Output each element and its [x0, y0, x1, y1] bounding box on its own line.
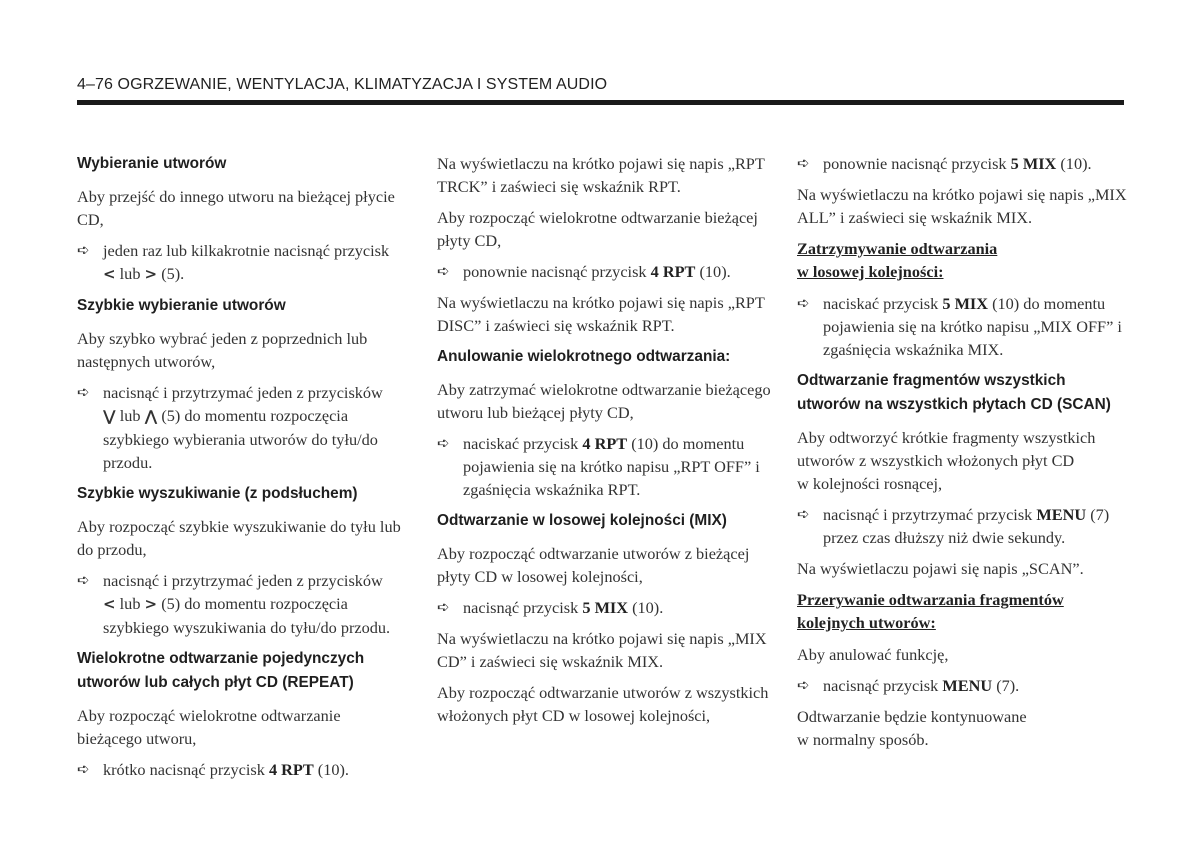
column-3 — [797, 152, 1127, 759]
key-label: MENU — [942, 676, 993, 695]
paragraph: Aby rozpocząć szybkie wyszukiwanie do tyłu lub do przodu, — [77, 517, 401, 559]
paragraph: Na wyświetlaczu pojawi się napis „SCAN”. — [797, 559, 1084, 578]
arrow-right-icon: ➪ — [77, 571, 90, 589]
key-label: 5 MIX — [582, 598, 629, 617]
bullet-item: ➪ nacisnąć przycisk 5 MIX (10). — [437, 598, 664, 617]
paragraph: Aby rozpocząć odtwarzanie utworów z bieżącej płyty CD w losowej kolejności, — [437, 544, 750, 586]
arrow-right-icon: ➪ — [77, 241, 90, 259]
bullet-item: ➪ naciskać przycisk 5 MIX (10) do momentu pojawienia się na krótko napisu „MIX OFF” i zgaśnięcia wskaźnika MIX. — [797, 294, 1122, 359]
heading-cancel-repeat: Anulowanie wielokrotnego odtwarzania: — [437, 348, 731, 365]
bullet-item: ➪ krótko nacisnąć przycisk 4 RPT (10). — [77, 760, 349, 779]
heading-track-select: Wybieranie utworów — [77, 155, 227, 172]
bullet-item: ➪ ponownie nacisnąć przycisk 4 RPT (10). — [437, 262, 731, 281]
up-chevron-icon: ⋀ — [144, 407, 158, 425]
bullet-item: ➪ nacisnąć i przytrzymać jeden z przycisków < lub > (5) do momentu rozpoczęcia szybkiego wyszukiwania do tyłu/do przodu. — [77, 571, 391, 637]
heading-scan: Odtwarzanie fragmentów wszystkich utworów na wszystkich płytach CD (SCAN) — [797, 372, 1111, 413]
bullet-item: ➪ jeden raz lub kilkakrotnie nacisnąć przycisk < lub > (5). — [77, 241, 390, 283]
arrow-right-icon: ➪ — [77, 383, 90, 401]
arrow-right-icon: ➪ — [437, 262, 450, 280]
bullet-item: ➪ naciskać przycisk 4 RPT (10) do momentu pojawienia się na krótko napisu „RPT OFF” i zgaśnięcia wskaźnika RPT. — [437, 434, 760, 499]
arrow-right-icon: ➪ — [797, 294, 810, 312]
arrow-right-icon: ➪ — [797, 154, 810, 172]
page-header: 4–76 OGRZEWANIE, WENTYLACJA, KLIMATYZACJA I SYSTEM AUDIO — [77, 76, 608, 93]
key-label: 5 MIX — [1010, 154, 1057, 173]
arrow-right-icon: ➪ — [437, 434, 450, 452]
bullet-item: ➪ ponownie nacisnąć przycisk 5 MIX (10). — [797, 154, 1092, 173]
key-label: 4 RPT — [650, 262, 696, 281]
chevron-right-icon: > — [144, 595, 158, 613]
chevron-right-icon: > — [144, 265, 158, 283]
heading-fast-search: Szybkie wyszukiwanie (z podsłuchem) — [77, 485, 358, 502]
chevron-left-icon: < — [103, 595, 116, 613]
paragraph: Na wyświetlaczu na krótko pojawi się napis „MIX CD” i zaświeci się wskaźnik MIX. — [437, 629, 767, 671]
paragraph: Aby anulować funkcję, — [797, 645, 949, 664]
chevron-left-icon: < — [103, 265, 116, 283]
key-label: 5 MIX — [942, 294, 989, 313]
heading-repeat: Wielokrotne odtwarzanie pojedynczych utworów lub całych płyt CD (REPEAT) — [77, 650, 365, 691]
bullet-item: ➪ nacisnąć i przytrzymać jeden z przycisków ⋁ lub ⋀ (5) do momentu rozpoczęcia szybkiego wybierania utworów do tyłu/do przodu. — [77, 383, 383, 472]
arrow-right-icon: ➪ — [77, 760, 90, 778]
paragraph: Na wyświetlaczu na krótko pojawi się napis „RPT TRCK” i zaświeci się wskaźnik RPT. — [437, 154, 765, 196]
arrow-right-icon: ➪ — [797, 676, 810, 694]
heading-mix: Odtwarzanie w losowej kolejności (MIX) — [437, 512, 727, 529]
paragraph: Aby przejść do innego utworu na bieżącej płycie CD, — [77, 187, 395, 229]
paragraph: Aby szybko wybrać jeden z poprzednich lub następnych utworów, — [77, 329, 368, 371]
paragraph: Aby odtworzyć krótkie fragmenty wszystkich utworów z wszystkich włożonych płyt CD w kolejności rosnącej, — [797, 428, 1096, 493]
paragraph: Aby zatrzymać wielokrotne odtwarzanie bieżącego utworu lub bieżącej płyty CD, — [437, 380, 771, 422]
paragraph: Na wyświetlaczu na krótko pojawi się napis „MIX ALL” i zaświeci się wskaźnik MIX. — [797, 185, 1127, 227]
arrow-right-icon: ➪ — [437, 598, 450, 616]
column-1 — [77, 152, 407, 789]
bullet-item: ➪ nacisnąć i przytrzymać przycisk MENU (7) przez czas dłuższy niż dwie sekundy. — [797, 505, 1110, 547]
arrow-right-icon: ➪ — [797, 505, 810, 523]
paragraph: Aby rozpocząć wielokrotne odtwarzanie bieżącej płyty CD, — [437, 208, 758, 250]
key-label: 4 RPT — [582, 434, 628, 453]
column-2 — [437, 152, 772, 735]
subheading-stop-mix: Zatrzymywanie odtwarzania w losowej kolejności: — [797, 239, 998, 281]
paragraph: Na wyświetlaczu na krótko pojawi się napis „RPT DISC” i zaświeci się wskaźnik RPT. — [437, 293, 765, 335]
paragraph: Aby rozpocząć odtwarzanie utworów z wszystkich włożonych płyt CD w losowej kolejności, — [437, 683, 769, 725]
down-chevron-icon: ⋁ — [103, 407, 116, 425]
key-label: 4 RPT — [268, 760, 314, 779]
bullet-item: ➪ nacisnąć przycisk MENU (7). — [797, 676, 1020, 695]
paragraph: Odtwarzanie będzie kontynuowane w normalny sposób. — [797, 707, 1027, 749]
header-rule — [77, 100, 1124, 105]
paragraph: Aby rozpocząć wielokrotne odtwarzanie bieżącego utworu, — [77, 706, 341, 748]
heading-fast-select: Szybkie wybieranie utworów — [77, 297, 286, 314]
subheading-stop-scan: Przerywanie odtwarzania fragmentów kolejnych utworów: — [797, 590, 1064, 632]
key-label: MENU — [1036, 505, 1087, 524]
